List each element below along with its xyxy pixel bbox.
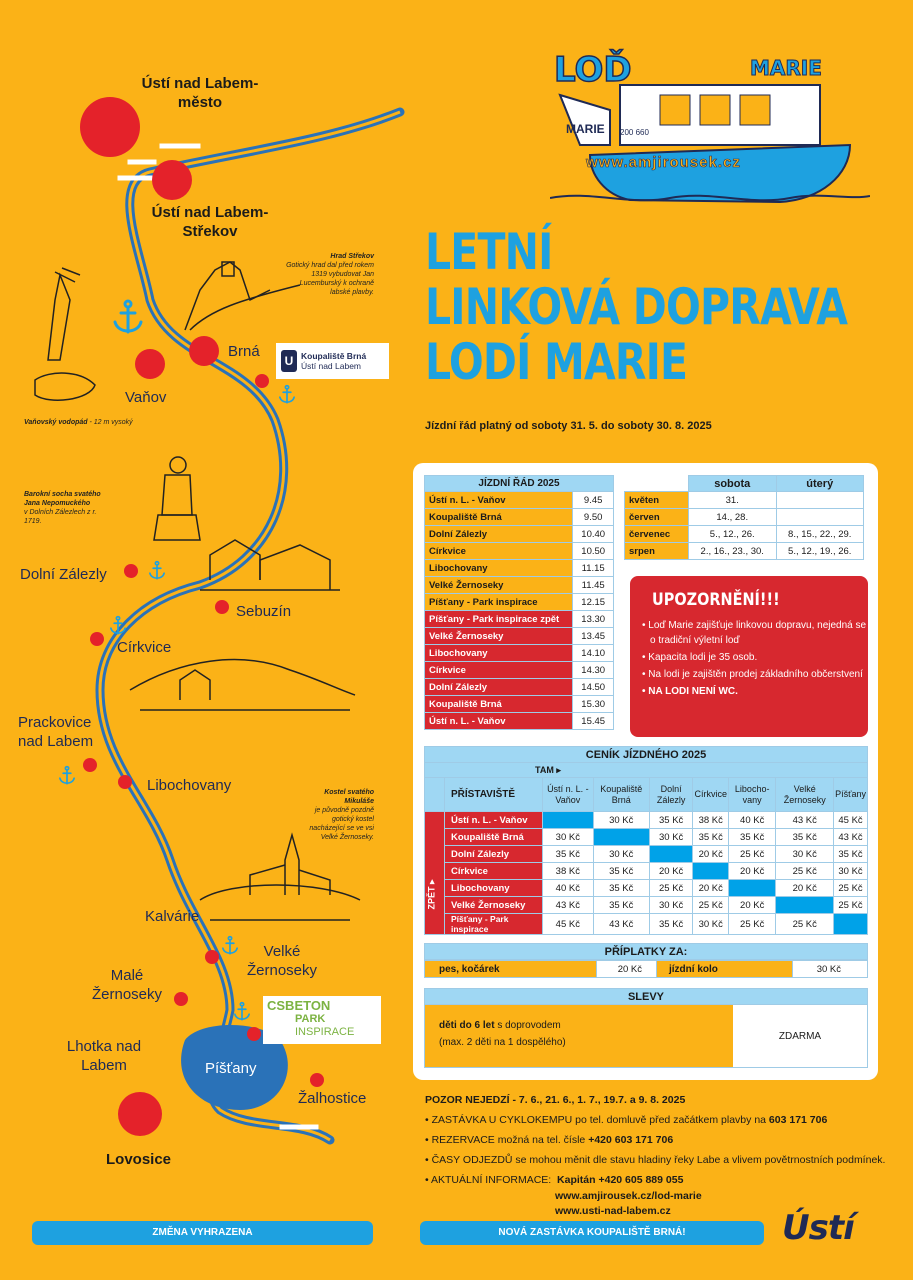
price-stop: Libochovany bbox=[445, 880, 543, 897]
price-row bbox=[425, 846, 868, 863]
price-cell: 45 Kč bbox=[543, 914, 594, 935]
price-cell: 35 Kč bbox=[593, 863, 649, 880]
lod-marie-logo: LOĎ MARIE MARIE 200 660 www.amjirousek.cz bbox=[550, 50, 870, 210]
timetable-time: 14.50 bbox=[573, 679, 614, 696]
price-cell: 25 Kč bbox=[834, 897, 868, 914]
price-cell: 20 Kč bbox=[776, 880, 834, 897]
price-cell: 35 Kč bbox=[593, 897, 649, 914]
col-tuesday: úterý bbox=[776, 476, 864, 492]
timetable-row bbox=[425, 645, 614, 662]
tuesday-dates: 5., 12., 19., 26. bbox=[776, 543, 864, 560]
discounts-section bbox=[424, 988, 868, 1068]
price-section bbox=[424, 746, 868, 935]
col-saturday: sobota bbox=[689, 476, 777, 492]
timetable-stop: Píšťany - Park inspirace zpět bbox=[425, 611, 573, 628]
price-cell: 38 Kč bbox=[693, 812, 729, 829]
place-male-zernoseky: Malé Žernoseky bbox=[91, 967, 163, 1003]
price-stop: Velké Žernoseky bbox=[445, 897, 543, 914]
price-stop: Píšťany - Park inspirace bbox=[445, 914, 543, 935]
note-vodopad: Vaňovský vodopád - 12 m vysoký bbox=[24, 419, 133, 426]
place-velke-zernoseky: Velké Žernoseky bbox=[246, 943, 318, 979]
price-cell: 35 Kč bbox=[593, 880, 649, 897]
price-cell: 20 Kč bbox=[729, 897, 776, 914]
timetable-time: 13.45 bbox=[573, 628, 614, 645]
warning-item: • Na lodi je zajištěn prodej základního občerstvení bbox=[642, 667, 868, 682]
tuesday-dates bbox=[776, 492, 864, 509]
timetable-row bbox=[425, 662, 614, 679]
timetable-stop: Církvice bbox=[425, 543, 573, 560]
price-cell: 30 Kč bbox=[593, 846, 649, 863]
stop-dot-brna bbox=[189, 336, 219, 366]
price-row bbox=[425, 829, 868, 846]
price-cell bbox=[593, 829, 649, 846]
price-cell: 25 Kč bbox=[776, 914, 834, 935]
timetable-time: 15.45 bbox=[573, 713, 614, 730]
new-stop-bar: NOVÁ ZASTÁVKA KOUPALIŠTĚ BRNÁ! bbox=[420, 1221, 764, 1245]
price-cell: 25 Kč bbox=[834, 880, 868, 897]
price-col-header: Píšťany bbox=[834, 778, 868, 812]
timetable-time: 10.50 bbox=[573, 543, 614, 560]
surcharges-section bbox=[424, 943, 868, 978]
timetable-row bbox=[425, 577, 614, 594]
price-col-header: Ústí n. L. - Vaňov bbox=[543, 778, 594, 812]
price-cell bbox=[729, 880, 776, 897]
price-cell: 30 Kč bbox=[649, 829, 693, 846]
month: červenec bbox=[625, 526, 689, 543]
price-stop: Koupaliště Brná bbox=[445, 829, 543, 846]
validity-text: Jízdní řád platný od soboty 31. 5. do soboty 30. 8. 2025 bbox=[425, 420, 712, 432]
price-cell: 40 Kč bbox=[729, 812, 776, 829]
dates-row bbox=[625, 509, 864, 526]
price-cell: 43 Kč bbox=[543, 897, 594, 914]
place-sebuzin: Sebuzín bbox=[236, 603, 292, 620]
info-line: • ZASTÁVKA U CYKLOKEMPU po tel. domluvě před začátkem plavby na 603 171 706 bbox=[425, 1114, 828, 1126]
timetable-row bbox=[425, 611, 614, 628]
timetable-row bbox=[425, 543, 614, 560]
timetable-row bbox=[425, 594, 614, 611]
month: květen bbox=[625, 492, 689, 509]
price-cell: 43 Kč bbox=[834, 829, 868, 846]
place-kalvarie: Kalvárie bbox=[145, 908, 200, 925]
timetable-stop: Dolní Zálezly bbox=[425, 679, 573, 696]
price-cell: 20 Kč bbox=[693, 846, 729, 863]
price-cell: 35 Kč bbox=[693, 829, 729, 846]
timetable-stop: Církvice bbox=[425, 662, 573, 679]
timetable-time: 14.10 bbox=[573, 645, 614, 662]
saturday-dates: 14., 28. bbox=[689, 509, 777, 526]
place-zalhostice: Žalhostice bbox=[298, 1090, 367, 1107]
statue-illustration bbox=[154, 457, 200, 540]
price-stop: Ústí n. L. - Vaňov bbox=[445, 812, 543, 829]
timetable-stop: Píšťany - Park inspirace bbox=[425, 594, 573, 611]
timetable-row bbox=[425, 509, 614, 526]
price-table bbox=[424, 777, 868, 935]
usti-logo: Ústí bbox=[782, 1208, 854, 1248]
place-cirkvice: Církvice bbox=[117, 639, 172, 656]
saturday-dates: 31. bbox=[689, 492, 777, 509]
surcharge-price: 20 Kč bbox=[597, 961, 657, 978]
surcharge-item: jízdní kolo bbox=[657, 961, 793, 978]
price-cell: 30 Kč bbox=[649, 897, 693, 914]
col-pristaviste: PŘÍSTAVIŠTĚ bbox=[445, 778, 543, 812]
price-col-header: Dolní Zálezly bbox=[649, 778, 693, 812]
timetable-stop: Ústí n. L. - Vaňov bbox=[425, 713, 573, 730]
price-cell: 30 Kč bbox=[593, 812, 649, 829]
tuesday-dates: 8., 15., 22., 29. bbox=[776, 526, 864, 543]
direction-tam: TAM ▸ bbox=[424, 763, 868, 777]
note-socha: Barokní socha svatého Jana Nepomuckého v Dolních Zálezlech z r. 1719. bbox=[24, 491, 101, 525]
timetable-time: 11.15 bbox=[573, 560, 614, 577]
timetable bbox=[424, 475, 614, 730]
info-line: • REZERVACE možná na tel. čísle +420 603 171 706 bbox=[425, 1134, 674, 1146]
price-cell: 40 Kč bbox=[543, 880, 594, 897]
timetable-row bbox=[425, 560, 614, 577]
discounts-header: SLEVY bbox=[424, 988, 868, 1005]
price-stop: Dolní Zálezly bbox=[445, 846, 543, 863]
warning-item: • Kapacita lodi je 35 osob. bbox=[642, 650, 868, 665]
price-cell: 35 Kč bbox=[649, 812, 693, 829]
price-col-header: Libocho-vany bbox=[729, 778, 776, 812]
place-libochovany: Libochovany bbox=[147, 777, 232, 794]
price-stop: Církvice bbox=[445, 863, 543, 880]
timetable-stop: Koupaliště Brná bbox=[425, 509, 573, 526]
change-reserved-bar: ZMĚNA VYHRAZENA bbox=[32, 1221, 373, 1245]
note-hrad: Hrad Střekov Gotický hrad dal před rokem 1319 vybudovat Jan Lucemburský k ochraně labské plavby. bbox=[286, 253, 374, 296]
timetable-time: 9.50 bbox=[573, 509, 614, 526]
dates-row bbox=[625, 492, 864, 509]
discount-label: děti do 6 let s doprovodem (max. 2 děti na 1 dospělého) bbox=[425, 1005, 733, 1067]
price-row bbox=[425, 914, 868, 935]
price-cell bbox=[693, 863, 729, 880]
city-dot-lovosice bbox=[118, 1092, 162, 1136]
price-cell: 25 Kč bbox=[649, 880, 693, 897]
price-cell: 35 Kč bbox=[776, 829, 834, 846]
price-cell bbox=[776, 897, 834, 914]
place-brna: Brná bbox=[228, 343, 260, 360]
warning-item: • NA LODI NENÍ WC. bbox=[642, 684, 868, 699]
timetable-stop: Dolní Zálezly bbox=[425, 526, 573, 543]
price-cell bbox=[834, 914, 868, 935]
timetable-stop: Koupaliště Brná bbox=[425, 696, 573, 713]
warning-item: • Loď Marie zajišťuje linkovou dopravu, nejedná se o tradiční výletní loď bbox=[642, 618, 868, 648]
price-cell: 25 Kč bbox=[776, 863, 834, 880]
price-col-header: Koupaliště Brná bbox=[593, 778, 649, 812]
price-col-header: Církvice bbox=[693, 778, 729, 812]
price-cell: 30 Kč bbox=[693, 914, 729, 935]
discount-value: ZDARMA bbox=[778, 1031, 822, 1042]
price-row bbox=[425, 897, 868, 914]
price-cell: 20 Kč bbox=[693, 880, 729, 897]
timetable-row bbox=[425, 526, 614, 543]
stop-dot-vanov bbox=[135, 349, 165, 379]
place-usti-strekov: Ústí nad Labem-Střekov bbox=[151, 204, 269, 240]
city-dot-usti-strekov bbox=[152, 160, 192, 200]
month: srpen bbox=[625, 543, 689, 560]
place-lovosice: Lovosice bbox=[106, 1151, 172, 1168]
csbeton-park-logo: CSBETON PARK INSPIRACE bbox=[263, 996, 381, 1044]
place-vanov: Vaňov bbox=[125, 389, 167, 406]
place-dolni-zalezly: Dolní Zálezly bbox=[20, 566, 107, 583]
note-kostel: Kostel svatého Mikuláše je původně pozdně gotický kostel nacházející se ve vsi Velké Žernoseky. bbox=[309, 789, 374, 841]
timetable-stop: Velké Žernoseky bbox=[425, 628, 573, 645]
surcharges-header: PŘÍPLATKY ZA: bbox=[424, 943, 868, 960]
page-title: LETNÍ LINKOVÁ DOPRAVA LODÍ MARIE bbox=[425, 223, 848, 391]
timetable-time: 15.30 bbox=[573, 696, 614, 713]
timetable-row bbox=[425, 679, 614, 696]
waterfall-illustration bbox=[35, 268, 95, 400]
place-prackovice: Prackovice nad Labem bbox=[18, 714, 94, 750]
village-illustration bbox=[200, 540, 340, 590]
timetable-time: 9.45 bbox=[573, 492, 614, 509]
warning-title: UPOZORNĚNÍ!!! bbox=[652, 590, 780, 610]
link-usti[interactable]: www.usti-nad-labem.cz bbox=[555, 1205, 671, 1217]
warning-box bbox=[630, 576, 868, 737]
timetable-row bbox=[425, 713, 614, 730]
saturday-dates: 2., 16., 23., 30. bbox=[689, 543, 777, 560]
price-row bbox=[425, 880, 868, 897]
price-cell: 30 Kč bbox=[834, 863, 868, 880]
church-illustration bbox=[200, 835, 360, 920]
price-cell: 25 Kč bbox=[693, 897, 729, 914]
timetable-row bbox=[425, 696, 614, 713]
timetable-row bbox=[425, 628, 614, 645]
dates-table bbox=[624, 475, 864, 560]
timetable-row bbox=[425, 492, 614, 509]
timetable-time: 11.45 bbox=[573, 577, 614, 594]
price-cell: 25 Kč bbox=[729, 914, 776, 935]
price-cell: 43 Kč bbox=[593, 914, 649, 935]
price-cell: 20 Kč bbox=[649, 863, 693, 880]
landscape-illustration bbox=[130, 660, 355, 710]
price-cell: 35 Kč bbox=[834, 846, 868, 863]
no-service-dates: POZOR NEJEDZÍ - 7. 6., 21. 6., 1. 7., 19.7. a 9. 8. 2025 bbox=[425, 1094, 686, 1106]
timetable-header: JÍZDNÍ ŘÁD 2025 bbox=[425, 476, 614, 492]
timetable-stop: Libochovany bbox=[425, 645, 573, 662]
price-cell: 30 Kč bbox=[776, 846, 834, 863]
direction-zpet: ZPĚT ▸ bbox=[425, 812, 445, 935]
timetable-time: 10.40 bbox=[573, 526, 614, 543]
surcharge-item: pes, kočárek bbox=[425, 961, 597, 978]
price-cell: 30 Kč bbox=[543, 829, 594, 846]
price-cell: 38 Kč bbox=[543, 863, 594, 880]
timetable-time: 12.15 bbox=[573, 594, 614, 611]
info-line: • ČASY ODJEZDŮ se mohou měnit dle stavu hladiny řeky Labe a vlivem povětrnostních podmínek. bbox=[425, 1154, 886, 1166]
place-pistany: Píšťany bbox=[205, 1060, 257, 1077]
link-lod-marie[interactable]: www.amjirousek.cz/lod-marie bbox=[555, 1190, 702, 1202]
price-cell bbox=[649, 846, 693, 863]
price-cell: 20 Kč bbox=[729, 863, 776, 880]
place-usti-mesto: Ústí nad Labem-město bbox=[141, 75, 259, 111]
timetable-time: 13.30 bbox=[573, 611, 614, 628]
price-header: CENÍK JÍZDNÉHO 2025 bbox=[424, 746, 868, 763]
tuesday-dates bbox=[776, 509, 864, 526]
dates-row bbox=[625, 543, 864, 560]
price-col-header: Velké Žernoseky bbox=[776, 778, 834, 812]
timetable-stop: Ústí n. L. - Vaňov bbox=[425, 492, 573, 509]
price-cell: 35 Kč bbox=[543, 846, 594, 863]
info-line: • AKTUÁLNÍ INFORMACE: Kapitán +420 605 889 055 bbox=[425, 1174, 684, 1186]
surcharge-price: 30 Kč bbox=[793, 961, 868, 978]
month: červen bbox=[625, 509, 689, 526]
dates-row bbox=[625, 526, 864, 543]
koupaliste-icon: U bbox=[281, 350, 297, 372]
place-lhotka: Lhotka nad Labem bbox=[66, 1038, 142, 1074]
price-row bbox=[425, 812, 868, 829]
saturday-dates: 5., 12., 26. bbox=[689, 526, 777, 543]
price-cell: 25 Kč bbox=[729, 846, 776, 863]
timetable-stop: Libochovany bbox=[425, 560, 573, 577]
price-cell: 43 Kč bbox=[776, 812, 834, 829]
price-row bbox=[425, 863, 868, 880]
price-cell bbox=[543, 812, 594, 829]
price-cell: 45 Kč bbox=[834, 812, 868, 829]
price-cell: 35 Kč bbox=[729, 829, 776, 846]
timetable-time: 14.30 bbox=[573, 662, 614, 679]
timetable-stop: Velké Žernoseky bbox=[425, 577, 573, 594]
footer-info bbox=[425, 1090, 885, 1220]
price-cell: 35 Kč bbox=[649, 914, 693, 935]
koupaliste-brna-logo: U Koupaliště Brná Ústí nad Labem bbox=[276, 343, 389, 379]
